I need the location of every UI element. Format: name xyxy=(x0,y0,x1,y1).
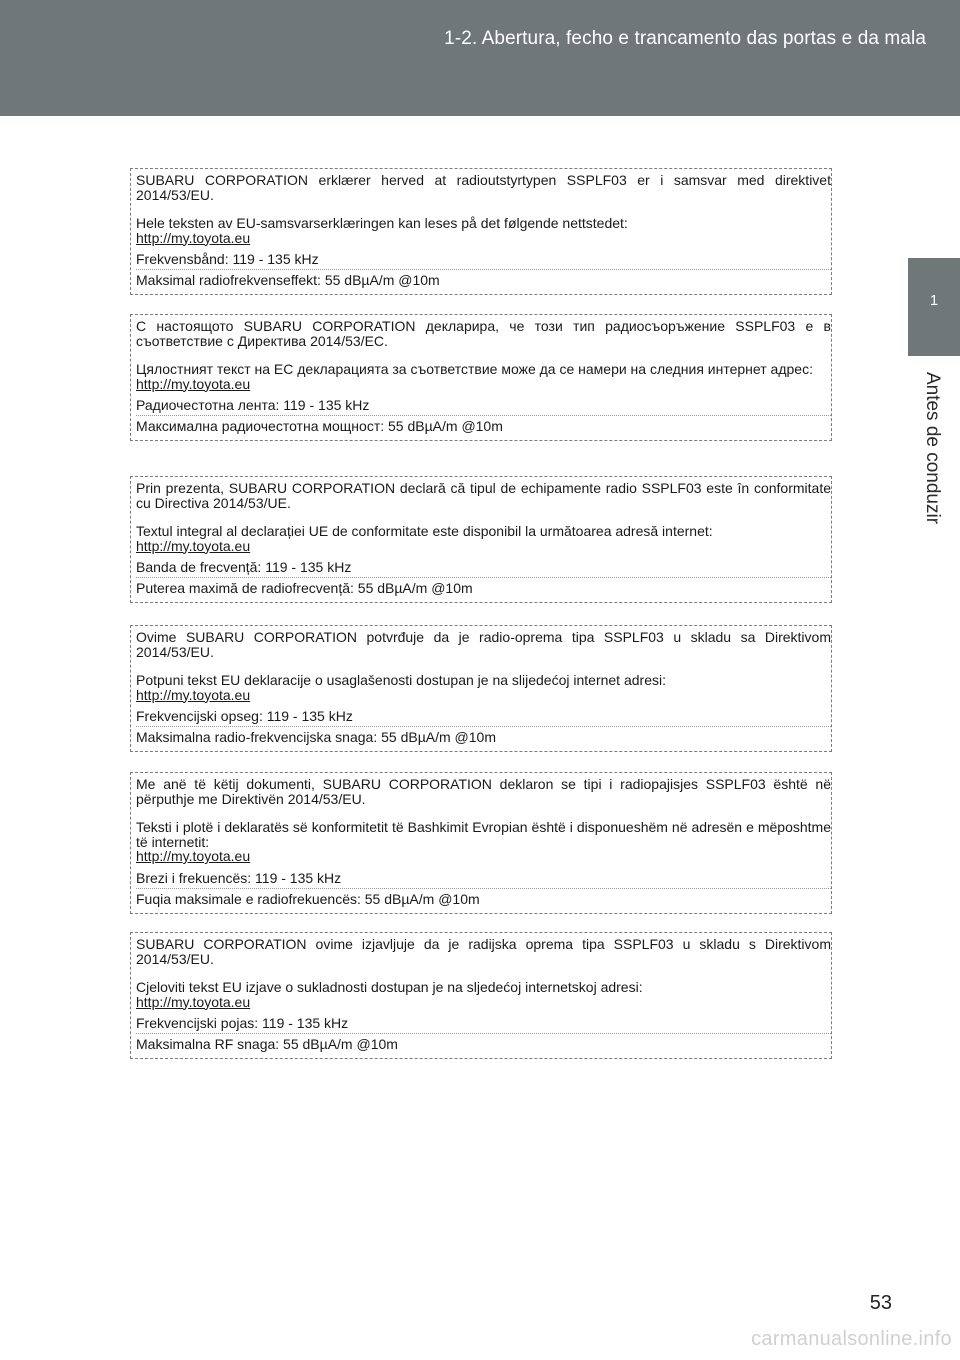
frequency-band: Brezi i frekuencës: 119 - 135 kHz xyxy=(136,869,342,886)
declaration-statement: Prin prezenta, SUBARU CORPORATION declară că tipul de echipamente radio SSPLF03 este în conformitate cu Directiva 2014/53/UE. xyxy=(136,480,831,511)
declaration-box-bulgarian xyxy=(130,314,832,441)
site-watermark: carmanualsonline.info xyxy=(751,1328,952,1350)
declaration-statement: SUBARU CORPORATION erklærer herved at radioutstyrtypen SSPLF03 er i samsvar med direktivet 2014/53/EU. xyxy=(136,172,831,203)
frequency-band: Радиочестотна лента: 119 - 135 kHz xyxy=(136,397,370,413)
declaration-url-link[interactable]: http://my.toyota.eu xyxy=(136,848,251,864)
declaration-box-bosnian xyxy=(130,625,832,752)
declaration-url-link[interactable]: http://my.toyota.eu xyxy=(136,375,251,392)
max-power: Maksimalna radio-frekvencijska snaga: 55 dBµA/m @10m xyxy=(136,726,831,747)
declaration-fulltext-note: Potpuni tekst EU deklaracije o usaglašenosti dostupan je na slijedećoj internet adresi: xyxy=(136,672,666,688)
chapter-header-bar xyxy=(0,0,960,116)
declaration-fulltext-note: Hele teksten av EU-samsvarserklæringen kan leses på det følgende nettstedet: xyxy=(136,215,628,231)
max-power: Максимална радиочестотна мощност: 55 dBµA/m @10m xyxy=(136,415,831,436)
declaration-statement: Me anë të këtij dokumenti, SUBARU CORPORATION deklaron se tipi i radiopajisjes SSPLF03 është në përputhje me Direktivën 2014/53/EU. xyxy=(136,776,831,807)
max-power: Puterea maximă de radiofrecvență: 55 dBµA/m @10m xyxy=(136,577,831,598)
page-number: 53 xyxy=(869,1292,892,1314)
declaration-box-croatian xyxy=(130,932,832,1059)
frequency-band: Banda de frecvență: 119 - 135 kHz xyxy=(136,559,352,575)
declaration-box-albanian xyxy=(130,772,832,914)
declaration-statement: SUBARU CORPORATION ovime izjavljuje da je radijska oprema tipa SSPLF03 u skladu s Direktivom 2014/53/EU. xyxy=(136,936,831,967)
chapter-number: 1 xyxy=(929,292,939,309)
declaration-fulltext-note: Цялостният текст на ЕС декларацията за съответствие може да се намери на следния интернет адрес: xyxy=(136,361,813,377)
declaration-url-link[interactable]: http://my.toyota.eu xyxy=(136,686,251,703)
declaration-fulltext-note: Teksti i plotë i deklaratës së konformitetit të Bashkimit Evropian është i disponueshëm në adresën e mëposhtme të internetit: xyxy=(136,819,831,850)
declaration-url-link[interactable]: http://my.toyota.eu xyxy=(136,993,251,1010)
declaration-statement: Ovime SUBARU CORPORATION potvrđuje da je radio-oprema tipa SSPLF03 u skladu sa Direktivom 2014/53/EU. xyxy=(136,629,831,660)
declaration-fulltext-note: Cjeloviti tekst EU izjave o sukladnosti dostupan je na sljedećoj internetskoj adresi: xyxy=(136,979,643,995)
declaration-box-romanian xyxy=(130,476,832,603)
max-power: Fuqia maksimale e radiofrekuencës: 55 dBµA/m @10m xyxy=(136,888,831,909)
declaration-url-link[interactable]: http://my.toyota.eu xyxy=(136,229,251,246)
chapter-side-tab xyxy=(908,258,960,356)
declaration-fulltext-note: Textul integral al declarației UE de conformitate este disponibil la următoarea adresă internet: xyxy=(136,523,713,539)
chapter-side-label: Antes de conduzir xyxy=(922,371,943,525)
frequency-band: Frekvencijski opseg: 119 - 135 kHz xyxy=(136,708,353,724)
declaration-statement: С настоящото SUBARU CORPORATION декларира, че този тип радиосъоръжение SSPLF03 е в съответствие с Директива 2014/53/ЕС. xyxy=(136,318,831,349)
declaration-box-norwegian xyxy=(130,168,832,295)
max-power: Maksimalna RF snaga: 55 dBµA/m @10m xyxy=(136,1033,831,1054)
frequency-band: Frekvencijski pojas: 119 - 135 kHz xyxy=(136,1015,349,1031)
frequency-band: Frekvensbånd: 119 - 135 kHz xyxy=(136,251,319,267)
chapter-header-title: 1-2. Abertura, fecho e trancamento das portas e da mala xyxy=(444,28,926,49)
declaration-url-link[interactable]: http://my.toyota.eu xyxy=(136,537,251,554)
max-power: Maksimal radiofrekvenseffekt: 55 dBµA/m @10m xyxy=(136,269,831,290)
